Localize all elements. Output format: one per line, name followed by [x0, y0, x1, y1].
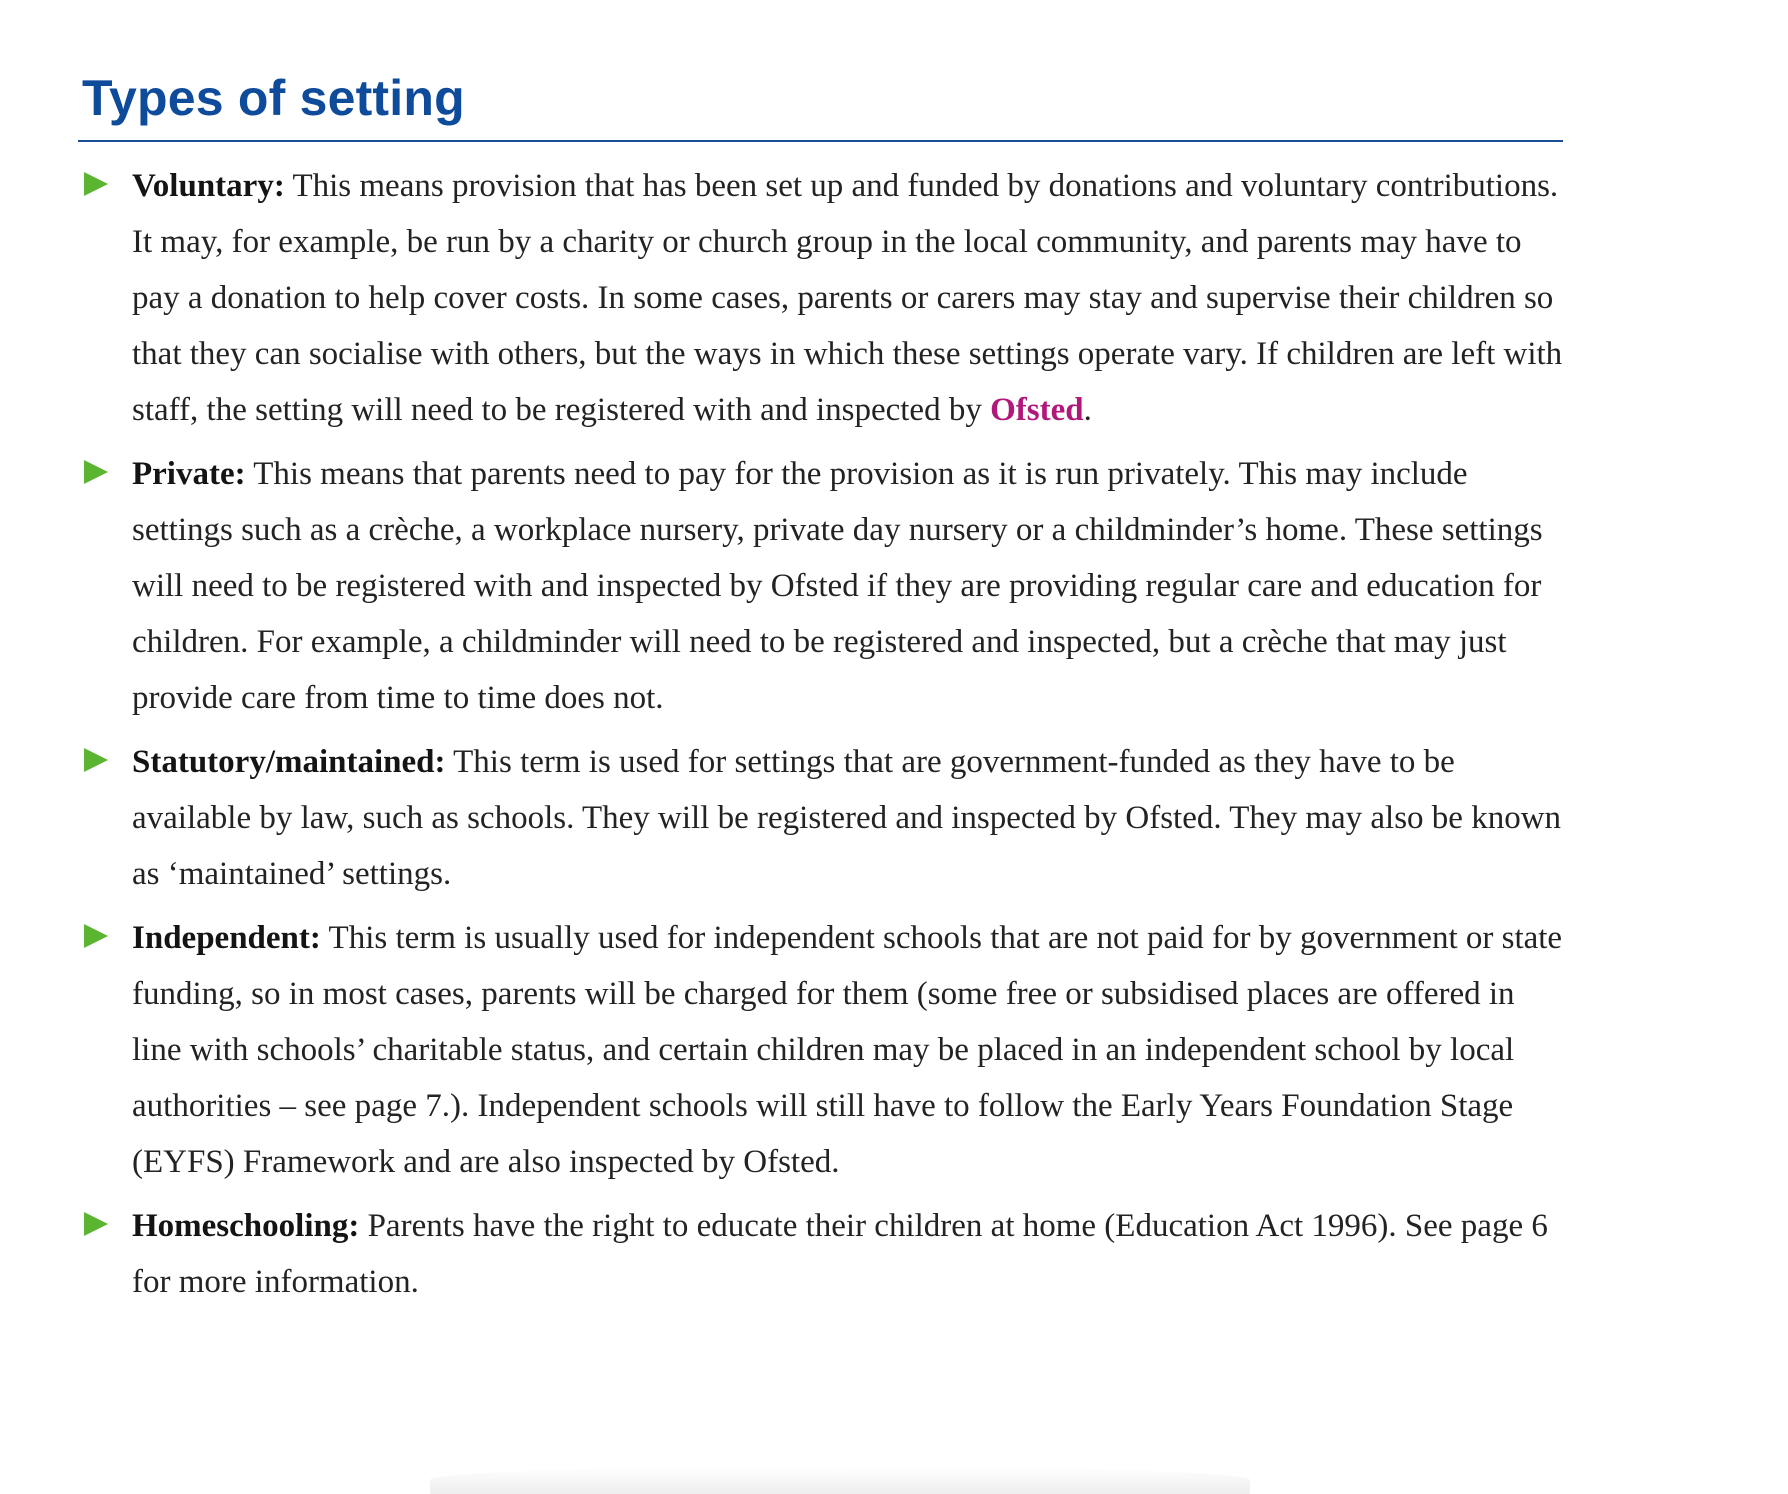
term-description: Parents have the right to educate their children at home (Education Act 1996). See page 6 for more information. [132, 1208, 1548, 1300]
term-description-end: . [1083, 392, 1092, 428]
page-bottom-shadow [430, 1466, 1250, 1494]
term-label: Independent: [132, 920, 321, 956]
list-item-independent [78, 910, 1563, 1190]
triangle-bullet-icon [84, 924, 108, 948]
list-item-homeschooling [78, 1198, 1563, 1310]
term-label: Statutory/maintained: [132, 744, 446, 780]
list-item-statutory [78, 734, 1563, 902]
term-label: Private: [132, 456, 246, 492]
heading-divider [78, 140, 1563, 142]
document-page [78, 62, 1563, 1318]
term-description: This means that parents need to pay for the provision as it is run privately. This may include settings such as a crèche, a workplace nursery, private day nursery or a childminder’s home. These settings will need to be registered with and inspected by Ofsted if they are providing regular care and education for children. For example, a childminder will need to be registered and inspected, but a crèche that may just provide care from time to time does not. [132, 456, 1543, 716]
list-item-private [78, 446, 1563, 726]
settings-list [78, 158, 1563, 1310]
term-description: This means provision that has been set up and funded by donations and voluntary contributions. It may, for example, be run by a charity or church group in the local community, and parents may have to pay a donation to help cover costs. In some cases, parents or carers may stay and supervise their children so that they can socialise with others, but the ways in which these settings operate vary. If children are left with staff, the setting will need to be registered with and inspected by [132, 168, 1563, 428]
triangle-bullet-icon [84, 1212, 108, 1236]
term-description: This term is used for settings that are government-funded as they have to be available by law, such as schools. They will be registered and inspected by Ofsted. They may also be known as ‘maintained’ settings. [132, 744, 1562, 892]
page-title: Types of setting [82, 70, 465, 126]
triangle-bullet-icon [84, 748, 108, 772]
ofsted-link[interactable]: Ofsted [990, 392, 1084, 428]
term-label: Voluntary: [132, 168, 285, 204]
term-label: Homeschooling: [132, 1208, 360, 1244]
triangle-bullet-icon [84, 172, 108, 196]
triangle-bullet-icon [84, 460, 108, 484]
term-description: This term is usually used for independent schools that are not paid for by government or state funding, so in most cases, parents will be charged for them (some free or subsidised places are offered in line with schools’ charitable status, and certain children may be placed in an independent school by local authorities – see page 7.). Independent schools will still have to follow the Early Years Foundation Stage (EYFS) Framework and are also inspected by Ofsted. [132, 920, 1563, 1180]
list-item-voluntary [78, 158, 1563, 438]
